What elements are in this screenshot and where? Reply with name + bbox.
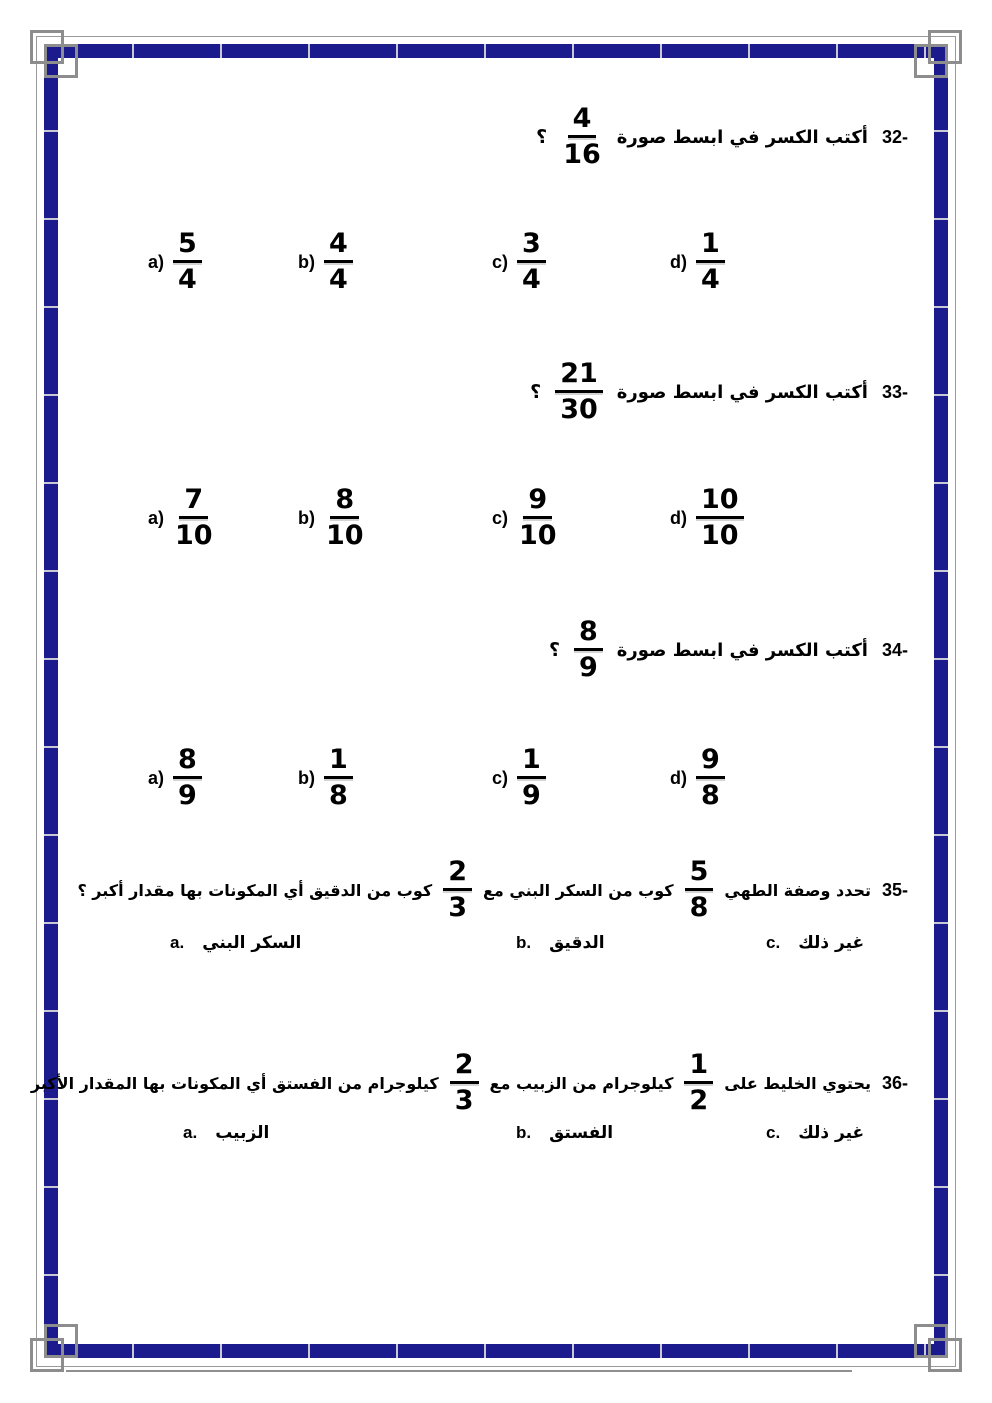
fraction-numerator: 8 xyxy=(330,484,359,519)
fraction-denominator: 9 xyxy=(178,780,197,811)
question-33-text: أكتب الكسر في ابسط صورة xyxy=(616,381,868,403)
fraction-denominator: 30 xyxy=(560,394,598,425)
question-35-number: 35- xyxy=(881,879,908,900)
choice-32-b xyxy=(298,222,353,302)
choice-label: d) xyxy=(670,251,687,272)
question-33-mark: ؟ xyxy=(530,381,542,403)
question-36-stem xyxy=(31,1043,908,1123)
question-36-options xyxy=(0,1123,992,1157)
question-35-fraction-2 xyxy=(443,856,472,925)
fraction-numerator: 8 xyxy=(173,744,202,779)
choice-33-b xyxy=(298,478,366,558)
fraction-denominator: 3 xyxy=(454,1085,474,1116)
option-text: غير ذلك xyxy=(798,1123,865,1143)
choice-34-d xyxy=(670,738,725,818)
choice-label: b) xyxy=(298,251,315,272)
choice-fraction xyxy=(696,484,744,553)
option-label: b. xyxy=(516,933,532,952)
option-label: c. xyxy=(766,1123,781,1142)
question-36-text-2: كيلوجرام من الزبيب مع xyxy=(489,1073,674,1093)
fraction-numerator: 5 xyxy=(173,228,202,263)
choice-fraction xyxy=(324,744,353,813)
question-35-text-1: تحدد وصفة الطهي xyxy=(724,880,871,900)
choice-label: a) xyxy=(148,767,165,788)
fraction-denominator: 10 xyxy=(175,520,213,551)
fraction-numerator: 1 xyxy=(696,228,725,263)
fraction-numerator: 10 xyxy=(696,484,744,519)
fraction-numerator: 1 xyxy=(324,744,353,779)
option-35-c xyxy=(766,933,864,953)
choice-fraction xyxy=(324,228,353,297)
corner-ornament-top-left-inner xyxy=(44,44,78,78)
fraction-numerator: 1 xyxy=(684,1049,713,1084)
choice-label: a) xyxy=(148,251,165,272)
choice-label: c) xyxy=(492,251,509,272)
option-text: السكر البني xyxy=(202,933,302,953)
fraction-denominator: 10 xyxy=(326,520,364,551)
choice-32-d xyxy=(670,222,725,302)
choice-label: c) xyxy=(492,767,509,788)
question-32-stem xyxy=(536,97,908,177)
question-35-text-3: كوب من الدقيق أي المكونات بها مقدار أكبر ؟ xyxy=(77,880,433,900)
fraction-denominator: 4 xyxy=(522,264,541,295)
option-text: الفستق xyxy=(549,1123,614,1143)
choice-label: c) xyxy=(492,507,509,528)
choice-33-c xyxy=(492,478,559,558)
question-34-choices xyxy=(0,738,992,818)
fraction-numerator: 21 xyxy=(555,358,603,393)
question-32-number: 32- xyxy=(881,126,908,147)
question-32-choices xyxy=(0,222,992,302)
choice-fraction xyxy=(324,484,366,553)
fraction-numerator: 1 xyxy=(517,744,546,779)
fraction-denominator: 8 xyxy=(689,892,709,923)
question-34-mark: ؟ xyxy=(548,639,560,661)
choice-label: b) xyxy=(298,507,315,528)
option-36-b xyxy=(516,1123,613,1143)
choice-fraction xyxy=(517,228,546,297)
fraction-numerator: 7 xyxy=(179,484,208,519)
choice-label: d) xyxy=(670,507,687,528)
fraction-denominator: 10 xyxy=(701,520,739,551)
fraction-denominator: 4 xyxy=(329,264,348,295)
question-33-fraction xyxy=(555,358,603,427)
choice-33-a xyxy=(148,478,215,558)
fraction-numerator: 4 xyxy=(568,103,597,138)
fraction-numerator: 4 xyxy=(324,228,353,263)
fraction-denominator: 8 xyxy=(701,780,720,811)
choice-label: b) xyxy=(298,767,315,788)
question-34-stem xyxy=(549,610,908,690)
question-32-fraction xyxy=(561,103,603,172)
fraction-denominator: 4 xyxy=(178,264,197,295)
option-35-a xyxy=(170,933,301,953)
fraction-denominator: 8 xyxy=(329,780,348,811)
fraction-denominator: 2 xyxy=(689,1085,709,1116)
question-34-number: 34- xyxy=(881,639,908,660)
choice-32-c xyxy=(492,222,546,302)
question-33-choices xyxy=(0,478,992,558)
choice-fraction xyxy=(517,484,559,553)
question-32-mark: ؟ xyxy=(536,126,548,148)
fraction-numerator: 8 xyxy=(574,616,603,651)
question-36-fraction-2 xyxy=(450,1049,479,1118)
choice-label: a) xyxy=(148,507,165,528)
corner-ornament-bottom-right-inner xyxy=(914,1324,948,1358)
question-32-text: أكتب الكسر في ابسط صورة xyxy=(616,126,868,148)
page-border-band-top xyxy=(46,44,946,58)
page-border-bottom-shadow-line xyxy=(66,1370,852,1372)
fraction-numerator: 2 xyxy=(450,1049,479,1084)
choice-fraction xyxy=(696,228,725,297)
option-label: b. xyxy=(516,1123,532,1142)
choice-34-a xyxy=(148,738,202,818)
option-35-b xyxy=(516,933,605,953)
fraction-denominator: 4 xyxy=(701,264,720,295)
choice-34-b xyxy=(298,738,353,818)
choice-fraction xyxy=(696,744,725,813)
fraction-numerator: 2 xyxy=(443,856,472,891)
choice-fraction xyxy=(173,744,202,813)
corner-ornament-bottom-left-inner xyxy=(44,1324,78,1358)
fraction-denominator: 16 xyxy=(563,139,601,170)
fraction-denominator: 10 xyxy=(519,520,557,551)
choice-label: d) xyxy=(670,767,687,788)
fraction-denominator: 3 xyxy=(448,892,467,923)
question-36-number: 36- xyxy=(881,1072,908,1093)
question-35-options xyxy=(0,933,992,967)
question-35-fraction-1 xyxy=(685,856,714,925)
option-label: a. xyxy=(183,1123,198,1142)
question-35-stem xyxy=(77,850,908,930)
option-36-a xyxy=(183,1123,269,1143)
question-34-fraction xyxy=(574,616,603,685)
option-36-c xyxy=(766,1123,864,1143)
fraction-denominator: 9 xyxy=(578,652,598,683)
page-border-band-bottom xyxy=(46,1344,946,1358)
question-35-text-2: كوب من السكر البني مع xyxy=(482,880,674,900)
choice-fraction xyxy=(517,744,546,813)
option-text: الزبيب xyxy=(215,1123,270,1143)
question-33-stem xyxy=(530,352,908,432)
option-text: الدقيق xyxy=(549,933,605,953)
choice-fraction xyxy=(173,484,215,553)
question-36-text-1: يحتوي الخليط على xyxy=(724,1073,871,1093)
option-label: a. xyxy=(170,933,185,952)
option-text: غير ذلك xyxy=(798,933,865,953)
choice-34-c xyxy=(492,738,546,818)
question-36-text-3: كيلوجرام من الفستق أي المكونات بها المقدار الأكبر xyxy=(30,1073,439,1093)
fraction-numerator: 5 xyxy=(685,856,714,891)
question-36-fraction-1 xyxy=(684,1049,713,1118)
question-33-number: 33- xyxy=(881,381,908,402)
choice-33-d xyxy=(670,478,744,558)
fraction-denominator: 9 xyxy=(522,780,541,811)
fraction-numerator: 3 xyxy=(517,228,546,263)
corner-ornament-top-right-inner xyxy=(914,44,948,78)
choice-fraction xyxy=(173,228,202,297)
fraction-numerator: 9 xyxy=(696,744,725,779)
option-label: c. xyxy=(766,933,781,952)
question-34-text: أكتب الكسر في ابسط صورة xyxy=(616,639,868,661)
fraction-numerator: 9 xyxy=(523,484,552,519)
choice-32-a xyxy=(148,222,202,302)
